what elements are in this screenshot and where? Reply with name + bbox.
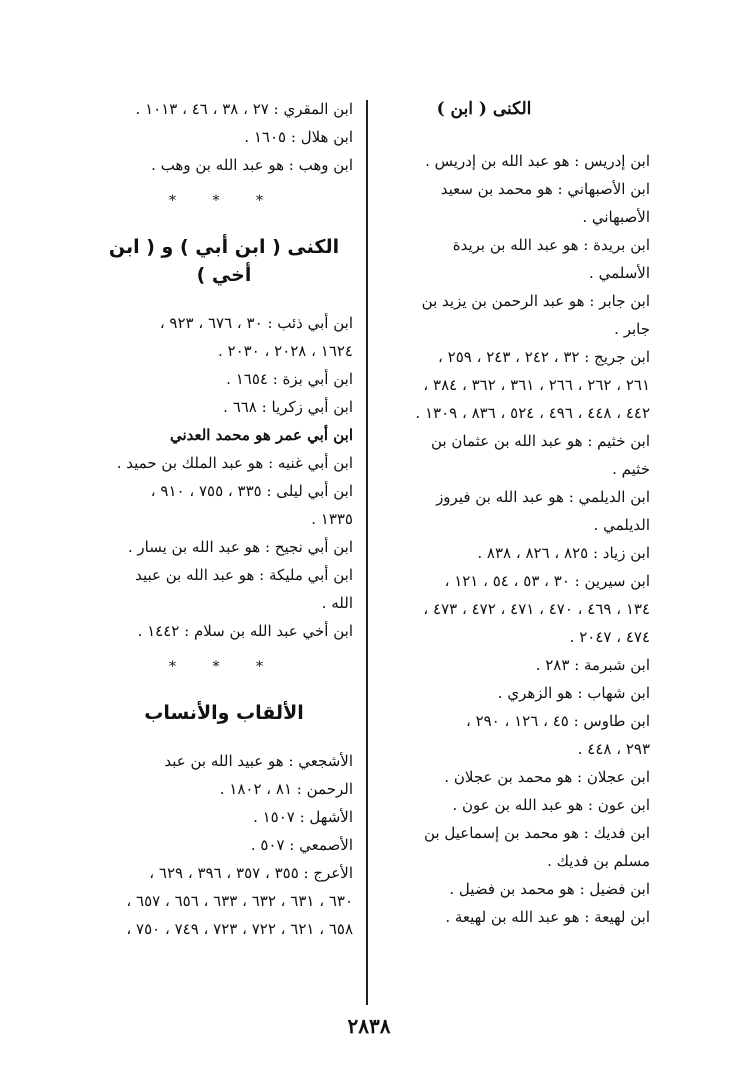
section-heading-kuna-ibn: الكنى ( ابن ) bbox=[436, 99, 532, 119]
index-entry: ابن المقري : ٢٧ ، ٣٨ ، ٤٦ ، ١٠١٣ . bbox=[135, 100, 353, 118]
index-entry-continuation: الأسلمي . bbox=[589, 264, 650, 282]
index-entry: ابن أبي بزة : ١٦٥٤ . bbox=[226, 370, 353, 388]
index-entry: ابن عجلان : هو محمد بن عجلان . bbox=[444, 768, 650, 786]
index-entry: ابن هلال : ١٦٠٥ . bbox=[244, 128, 353, 146]
index-entry-continuation: ١٣٤ ، ٤٦٩ ، ٤٧٠ ، ٤٧١ ، ٤٧٢ ، ٤٧٣ ، bbox=[423, 600, 650, 618]
index-entry-continuation: ٦٣٠ ، ٦٣١ ، ٦٣٢ ، ٦٣٣ ، ٦٥٦ ، ٦٥٧ ، bbox=[126, 892, 353, 910]
column-divider bbox=[366, 100, 368, 1005]
index-entry-continuation: الرحمن : ٨١ ، ١٨٠٢ . bbox=[219, 780, 353, 798]
index-entry: ابن أبي زكريا : ٦٦٨ . bbox=[223, 398, 353, 416]
index-entry: ابن طاوس : ٤٥ ، ١٢٦ ، ٢٩٠ ، bbox=[465, 712, 650, 730]
index-entry: ابن جابر : هو عبد الرحمن بن يزيد بن bbox=[421, 292, 650, 310]
index-entry: ابن زياد : ٨٢٥ ، ٨٢٦ ، ٨٣٨ . bbox=[477, 544, 650, 562]
index-entry-continuation: خثيم . bbox=[612, 460, 650, 478]
index-entry: الأعرج : ٣٥٥ ، ٣٥٧ ، ٣٩٦ ، ٦٢٩ ، bbox=[149, 864, 353, 882]
index-entry: ابن الأصبهاني : هو محمد بن سعيد bbox=[440, 180, 650, 198]
section-heading-kuna-ibn-abi: الكنى ( ابن أبي ) و ( ابن أخي ) bbox=[108, 236, 340, 286]
entry-list bbox=[378, 147, 650, 931]
index-entry: ابن أبي ذئب : ٣٠ ، ٦٧٦ ، ٩٢٣ ، bbox=[159, 314, 353, 332]
index-entry: ابن إدريس : هو عبد الله بن إدريس . bbox=[425, 152, 650, 170]
index-entry: ابن عون : هو عبد الله بن عون . bbox=[452, 796, 650, 814]
index-entry: ابن أبي غنيه : هو عبد الملك بن حميد . bbox=[116, 454, 353, 472]
index-entry: ابن خثيم : هو عبد الله بن عثمان بن bbox=[431, 432, 650, 450]
index-entry-continuation: الله . bbox=[321, 594, 353, 612]
index-entry: الأصمعي : ٥٠٧ . bbox=[250, 836, 353, 854]
section-heading-alqab: الألقاب والأنساب bbox=[144, 702, 304, 724]
index-entry: ابن أبي مليكة : هو عبد الله بن عبيد bbox=[135, 566, 353, 584]
section-separator-stars: * * * bbox=[169, 659, 279, 675]
index-entry: الأشجعي : هو عبيد الله بن عبد bbox=[164, 752, 353, 770]
index-entry: ابن الديلمي : هو عبد الله بن فيروز bbox=[436, 488, 650, 506]
index-entry-continuation: ٢٦١ ، ٢٦٢ ، ٢٦٦ ، ٣٦١ ، ٣٦٢ ، ٣٨٤ ، bbox=[423, 376, 650, 394]
index-entry: ابن أبي ليلى : ٣٣٥ ، ٧٥٥ ، ٩١٠ ، bbox=[150, 482, 353, 500]
page-number: ٢٨٣٨ bbox=[347, 1014, 391, 1038]
index-entry-continuation: ٤٧٤ ، ٢٠٤٧ . bbox=[569, 628, 650, 646]
index-entry-continuation: ٦٥٨ ، ٦٢١ ، ٧٢٢ ، ٧٢٣ ، ٧٤٩ ، ٧٥٠ ، bbox=[126, 920, 353, 938]
index-entry: ابن أبي عمر هو محمد العدني bbox=[169, 426, 353, 444]
index-entry-continuation: مسلم بن فديك . bbox=[547, 852, 650, 870]
right-column bbox=[378, 95, 650, 931]
index-entry: ابن شهاب : هو الزهري . bbox=[497, 684, 650, 702]
index-entry: ابن جريج : ٣٢ ، ٢٤٢ ، ٢٤٣ ، ٢٥٩ ، bbox=[438, 348, 650, 366]
index-entry-continuation: ٢٩٣ ، ٤٤٨ . bbox=[577, 740, 650, 758]
index-entry-continuation: الأصبهاني . bbox=[582, 208, 650, 226]
index-entry: ابن بريدة : هو عبد الله بن بريدة bbox=[452, 236, 650, 254]
index-entry: ابن أخي عبد الله بن سلام : ١٤٤٢ . bbox=[137, 622, 353, 640]
index-entry: ابن شبرمة : ٢٨٣ . bbox=[535, 656, 650, 674]
left-column bbox=[95, 95, 353, 943]
index-entry-continuation: جابر . bbox=[614, 320, 650, 338]
index-entry-continuation: ١٦٢٤ ، ٢٠٢٨ ، ٢٠٣٠ . bbox=[217, 342, 353, 360]
index-entry: ابن فديك : هو محمد بن إسماعيل بن bbox=[424, 824, 650, 842]
index-entry-continuation: ٤٤٢ ، ٤٤٨ ، ٤٩٦ ، ٥٢٤ ، ٨٣٦ ، ١٣٠٩ . bbox=[415, 404, 650, 422]
index-entry: ابن سيرين : ٣٠ ، ٥٣ ، ٥٤ ، ١٢١ ، bbox=[444, 572, 650, 590]
index-entry: ابن فضيل : هو محمد بن فضيل . bbox=[449, 880, 650, 898]
index-entry: الأشهل : ١٥٠٧ . bbox=[253, 808, 353, 826]
index-entry: ابن أبي نجيح : هو عبد الله بن يسار . bbox=[127, 538, 353, 556]
index-entry-continuation: الديلمي . bbox=[593, 516, 650, 534]
index-entry: ابن لهيعة : هو عبد الله بن لهيعة . bbox=[445, 908, 650, 926]
index-entry-continuation: ١٣٣٥ . bbox=[311, 510, 353, 528]
section-separator-stars: * * * bbox=[169, 193, 279, 209]
index-entry: ابن وهب : هو عبد الله بن وهب . bbox=[151, 156, 353, 174]
